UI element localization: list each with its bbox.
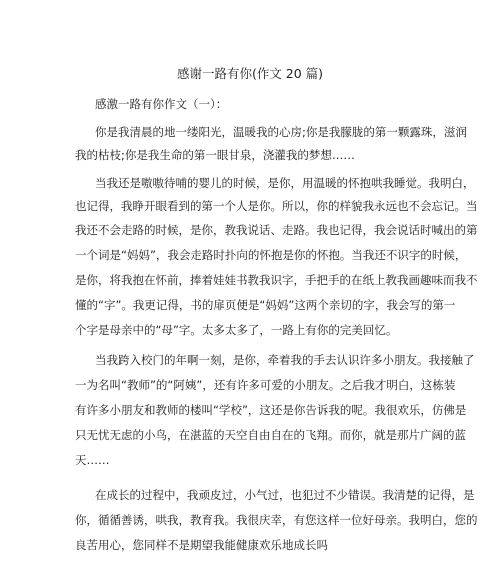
paragraph-line: 你，循循善诱，哄我，教育我。我很庆幸，有您这样一位好母亲。我明白，您的 — [75, 513, 478, 527]
page-title: 感谢一路有你(作文 20 篇) — [176, 66, 324, 81]
paragraph-line: 一为名叫“教师”的“阿姨”，还有许多可爱的小朋友。之后我才明白，这栋装 — [75, 378, 456, 392]
paragraph-line: 天…… — [75, 453, 110, 467]
paragraph-line: 也记得，我睁开眼看到的第一个人是你。所以，你的样貌我永远也不会忘记。当 — [75, 199, 478, 213]
paragraph-line: 有许多小朋友和教师的楼叫“学校”，这还是你告诉我的呢。我很欢乐，仿佛是 — [75, 403, 467, 417]
paragraph-line: 我还不会走路的时候，是你，教我说话、走路。我也记得，我会说话时喊出的第 — [75, 223, 478, 237]
paragraph-line: 你是我清晨的地一缕阳光，温暖我的心房;你是我朦胧的第一颗露珠，滋润 — [95, 125, 467, 139]
paragraph-line: 懂的“字”。我更记得，书的扉页便是“妈妈”这两个亲切的字，我会写的第一 — [75, 298, 456, 312]
paragraph-line: 一个词是“妈妈”，我会走路时扑向的怀抱是你的怀抱。当我还不识字的时候， — [75, 248, 467, 262]
paragraph-line: 当我跨入校门的年啊一刻，是你，牵着我的手去认识许多小朋友。我接触了 — [95, 353, 475, 367]
section-subtitle: 感激一路有你作文（一）： — [95, 97, 228, 111]
paragraph-line: 个字是母亲中的“母”字。太多太多了，一路上有你的完美回忆。 — [75, 323, 398, 337]
paragraph-line: 只无忧无虑的小鸟，在湛蓝的天空自由自在的飞翔。而你，就是那片广阔的蓝 — [75, 428, 466, 442]
paragraph-line: 是你，将我抱在怀前，捧着娃娃书教我识字，手把手的在纸上教我画趣味而我不 — [75, 273, 478, 287]
paragraph-line: 在成长的过程中，我顽皮过，小气过，也犯过不少错误。我清楚的记得，是 — [95, 488, 475, 502]
paragraph-line: 当我还是嗷嗷待哺的婴儿的时候，是你，用温暖的怀抱哄我睡觉。我明白， — [95, 176, 475, 190]
paragraph-line: 我的枯枝;你是我生命的第一眼甘泉，浇灌我的梦想…… — [75, 148, 355, 162]
paragraph-line: 良苦用心，您同样不是期望我能健康欢乐地成长吗 — [75, 538, 328, 552]
